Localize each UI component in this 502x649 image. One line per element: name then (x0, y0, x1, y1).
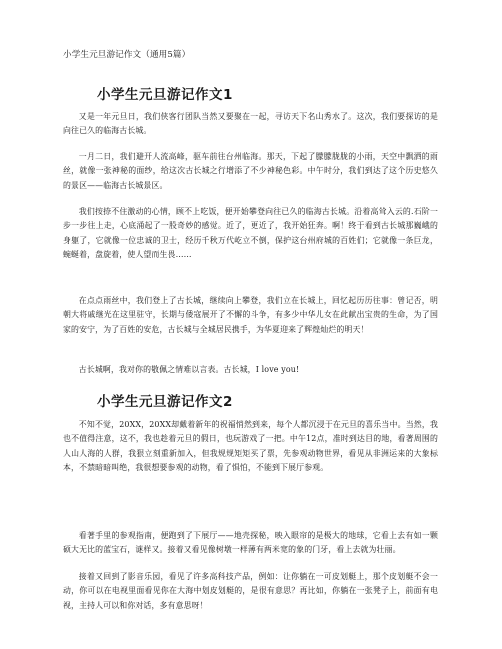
section-1-paragraph-1: 又是一年元旦日，我们侠客行团队当然又要聚在一起，寻访天下名山秀水了。这次，我们要探访的是向往已久的临海古长城。 (63, 112, 438, 136)
section-2-paragraph-3: 接着又回到了影音乐园，看见了许多高科技产品，例如：让你躺在一可皮划艇上，那个皮划艇不会一动，你可以在电视里面看见你在大海中划皮划艇的，是很有意思？再比如，你躺在一张凳子上，前面有电视，主持人可以和你对话，多有意思呀！ (63, 572, 438, 610)
section-heading-1: 小学生元旦游记作文1 (97, 87, 233, 103)
document-title: 小学生元旦游记作文（通用5篇） (63, 50, 191, 60)
section-heading-2: 小学生元旦游记作文2 (97, 394, 233, 410)
section-2-paragraph-1: 不知不觉，20XX，20XX却戴着新年的祝福悄然到来，每个人都沉浸于在元旦的喜乐当中。当然，我也不值得注意，这不，我也趁着元旦的假日，也玩游戏了一把。中午12点，准时到达目的地，看著周围的人山人海的人群，我狠立刻重新加入，但我规规矩矩买了票，先参观动物世界，看见从非洲运来的大象标本，不禁暗暗叫绝，我很想要参观的动物，看了惧怕，不能到下展厅参观。 (63, 420, 438, 473)
section-1-paragraph-3: 我们按捺不住激动的心情，顾不上吃饭，便开始攀登向往已久的临海古长城。沿着高耸入云的.石阶一步一步往上走，心底涌起了一股奇妙的感觉。近了，更近了，我开始狂奔。啊！终于看到古长城那巍峨的身躯了，它就像一位忠诚的卫士，经历千秋万代屹立不倒，保护这台州府城的百姓们；它就像一条巨龙，蜿蜒着，盘旋着，使人望而生畏…… (63, 207, 438, 260)
section-1-paragraph-4: 在点点雨丝中，我们登上了古长城，继续向上攀登，我们立在长城上，回忆起历历往事：曾记否，明朝大将戚继光在这里驻守，长期与倭寇展开了不懈的斗争，有多少中华儿女在此献出宝贵的生命，为了国家的安宁，为了百姓的安危，古长城与全城居民携手，为华夏迎来了辉煌灿烂的明天！ (63, 296, 438, 334)
section-1-paragraph-5: 古长城啊，我对你的敬佩之情难以言表。古长城，I love you! (78, 365, 300, 374)
section-1-paragraph-2: 一月二日，我们避开人流高峰，驱车前往台州临海。那天，下起了朦朦胧胧的小雨，天空中飘洒的雨丝，就像一张神秘的面纱，给这次古长城之行增添了不少神秘色彩。中午时分，我们到达了这个历史悠久的景区——临海古长城景区。 (63, 152, 438, 190)
section-2-paragraph-2: 看著手里的参观指南，便跑到了下展厅——地壳探秘，映入眼帘的是极大的地球，它看上去有如一颗硕大无比的蓝宝石，谜样又。接着又看见像树墩一样薄有两米宽的象的门牙，看上去就为壮丽。 (63, 531, 438, 555)
